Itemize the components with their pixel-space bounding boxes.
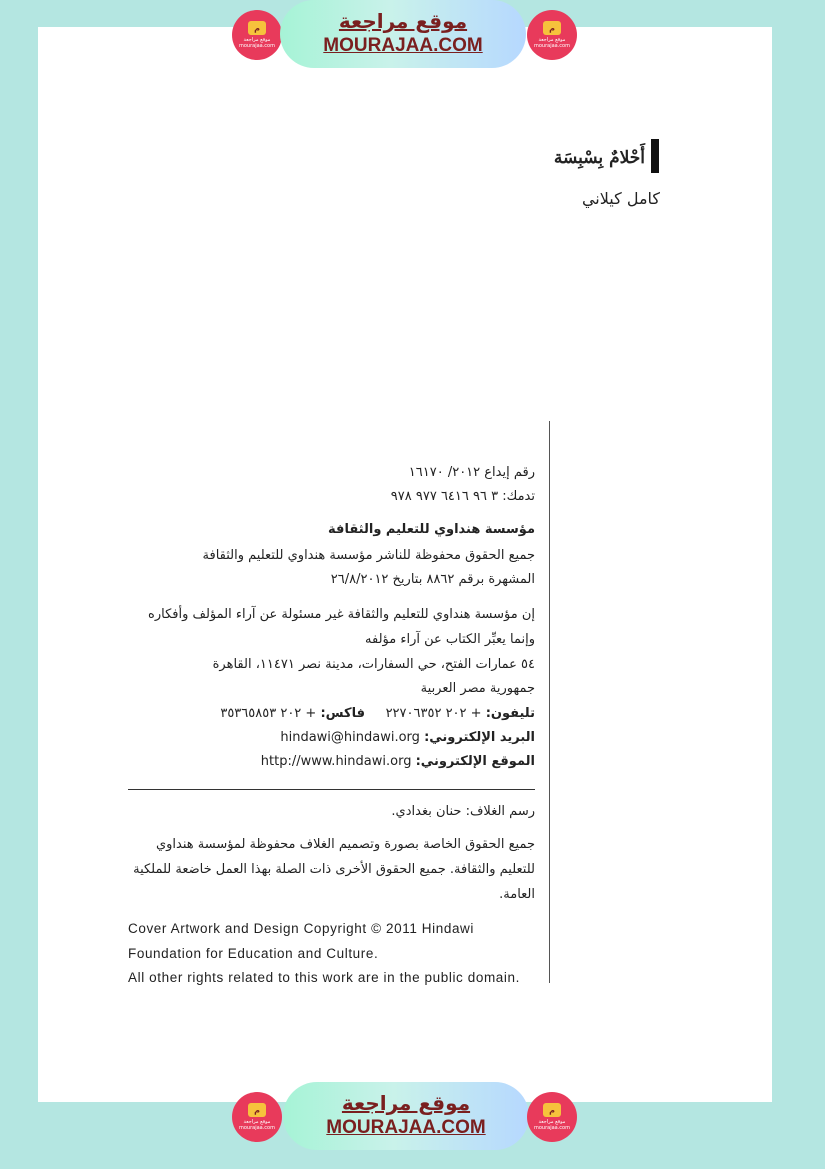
cover-rights-line-1: جميع الحقوق الخاصة بصورة وتصميم الغلاف محفوظة لمؤسسة هنداوي <box>155 837 535 852</box>
english-copyright-line-3: All other rights related to this work are in the public domain. <box>128 970 520 985</box>
phone-value: + ٢٠٢ ٢٢٧٠٦٣٥٢ <box>385 706 482 721</box>
phone-row <box>386 703 535 725</box>
site-name-ar[interactable]: موقع مراجعة <box>341 1091 471 1115</box>
book-icon: م <box>248 21 266 35</box>
deposit-number: رقم إيداع ٢٠١٢/ ١٦١٧٠ <box>408 465 535 480</box>
address-line-1: ٥٤ عمارات الفتح، حي السفارات، مدينة نصر ١١٤٧١، القاهرة <box>212 657 535 672</box>
english-copyright-line-1: Cover Artwork and Design Copyright © 2011 Hindawi <box>128 921 474 936</box>
site-banner-bottom[interactable] <box>0 1082 825 1152</box>
site-name-ar[interactable]: موقع مراجعة <box>338 9 468 33</box>
book-author: كامل كيلاني <box>581 189 660 208</box>
vertical-divider <box>549 421 550 983</box>
site-banner-top[interactable] <box>0 0 825 70</box>
isbn: تدمك: ٣ ٩٦ ٦٤١٦ ٩٧٧ ٩٧٨ <box>390 489 535 504</box>
site-logo-icon[interactable]: م موقع مراجعة mourajaa.com <box>232 1092 282 1142</box>
website-link[interactable]: http://www.hindawi.org <box>260 754 412 769</box>
book-icon: م <box>248 1103 266 1117</box>
site-logo-icon[interactable]: م موقع مراجعة mourajaa.com <box>527 10 577 60</box>
site-name-en[interactable]: MOURAJAA.COM <box>323 35 483 56</box>
fax-row <box>220 703 365 725</box>
english-copyright <box>128 917 548 991</box>
english-copyright-line-2: Foundation for Education and Culture. <box>128 945 379 961</box>
disclaimer-line-1: إن مؤسسة هنداوي للتعليم والثقافة غير مسئولة عن آراء المؤلف وأفكاره <box>148 607 535 622</box>
fax-label: فاكس: <box>320 706 365 721</box>
website-row <box>261 751 535 773</box>
fax-value: + ٢٠٢ ٣٥٣٦٥٨٥٣ <box>220 706 317 721</box>
title-marker <box>651 139 659 173</box>
email-link[interactable]: hindawi@hindawi.org <box>280 730 420 745</box>
site-link[interactable] <box>283 1082 529 1150</box>
book-title: أَحْلامٌ بِسْبِسَة <box>553 148 645 168</box>
site-link[interactable] <box>280 0 526 68</box>
phone-label: تليفون: <box>485 706 535 721</box>
cover-rights-line-2: للتعليم والثقافة. جميع الحقوق الأخرى ذات الصلة بهذا العمل خاضعة للملكية <box>133 862 535 877</box>
rights-line-1: جميع الحقوق محفوظة للناشر مؤسسة هنداوي للتعليم والثقافة <box>202 548 535 563</box>
cover-artist: رسم الغلاف: حنان بغدادي. <box>391 804 535 819</box>
rights-line-2: المشهرة برقم ٨٨٦٢ بتاريخ ٢٦/٨/٢٠١٢ <box>330 572 535 587</box>
address-line-2: جمهورية مصر العربية <box>420 681 535 696</box>
site-logo-icon[interactable]: م موقع مراجعة mourajaa.com <box>232 10 282 60</box>
cover-rights-line-3: العامة. <box>499 887 535 902</box>
email-label: البريد الإلكتروني: <box>424 730 535 745</box>
publisher-name: مؤسسة هنداوي للتعليم والثقافة <box>328 522 535 537</box>
website-label: الموقع الإلكتروني: <box>415 754 535 769</box>
email-row <box>280 727 535 749</box>
disclaimer-line-2: وإنما يعبِّر الكتاب عن آراء مؤلفه <box>365 632 535 647</box>
site-logo-icon[interactable]: م موقع مراجعة mourajaa.com <box>527 1092 577 1142</box>
book-icon: م <box>543 1103 561 1117</box>
book-icon: م <box>543 21 561 35</box>
horizontal-divider <box>128 789 535 790</box>
site-name-en[interactable]: MOURAJAA.COM <box>326 1117 486 1138</box>
